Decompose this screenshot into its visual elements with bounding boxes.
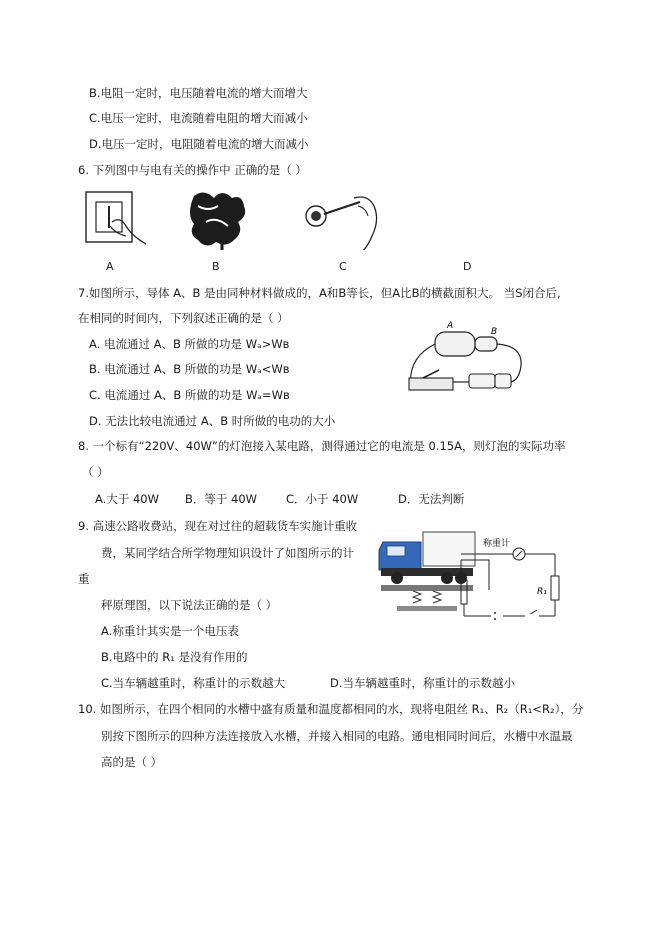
q6-label-c: C	[339, 260, 347, 273]
q9-stem-line1: 9. 高速公路收费站，现在对过往的超载货车实施计重收	[78, 519, 358, 533]
q9-fig-meter-label: 称重计	[483, 539, 511, 549]
q10-stem-line2: 别按下图所示的四种方法连接放入水槽，并接入相同的电路。通电相同时间后，水槽中水温最	[101, 729, 573, 743]
q6-label-b: B	[212, 260, 220, 273]
q6-figure-a-switch-hand	[80, 188, 150, 250]
q10-stem-line1: 10. 如图所示，在四个相同的水槽中盛有质量和温度都相同的水，现将电阻丝 R₁、R₂（R₁<R₂），分	[78, 702, 584, 716]
q9-scale-circuit-figure	[377, 528, 567, 628]
q7-stem-line2: 在相同的时间内，下列叙述正确的是（ ）	[78, 311, 289, 325]
q7-option-a: A. 电流通过 A、B 所做的功是 Wₐ>Wʙ	[89, 337, 290, 351]
q6-label-a: A	[106, 260, 114, 273]
q5-option-b: B.电阻一定时，电压随着电流的增大而增大	[89, 86, 308, 100]
q6-stem: 6. 下列图中与电有关的操作中 正确的是（ ）	[78, 163, 307, 177]
q10-stem-line3: 高的是（ ）	[101, 755, 163, 769]
q9-stem-line2: 费，某同学结合所学物理知识设计了如图所示的计	[101, 546, 354, 560]
q8-stem-line2: （ ）	[82, 465, 109, 479]
q9-stem-line3: 重	[78, 572, 90, 586]
q7-stem-line1: 7.如图所示，导体 A、B 是由同种材料做成的，A和B等长，但A比B的横截面积大。 当S闭合后,	[78, 286, 561, 300]
q9-stem-line4: 秤原理图，以下说法正确的是（ ）	[101, 598, 278, 612]
q5-option-c: C.电压一定时，电流随着电阻的增大而减小	[89, 111, 308, 125]
q5-option-d: D.电压一定时，电阻随着电流的增大而减小	[89, 137, 309, 151]
q7-option-d: D. 无法比较电流通过 A、B 时所做的电功的大小	[89, 414, 336, 428]
q8-option-c: C．小于 40W	[286, 492, 359, 506]
q6-figure-b-tree-wire	[188, 186, 248, 250]
q7-circuit-figure	[405, 318, 525, 394]
q7-fig-label-b: B	[491, 327, 498, 337]
q9-option-c: C.当车辆越重时，称重计的示数越大	[101, 676, 286, 690]
q9-option-d: D.当车辆越重时，称重计的示数越小	[330, 676, 516, 690]
q7-option-c: C. 电流通过 A、B 所做的功是 Wₐ=Wʙ	[89, 388, 290, 402]
q9-option-a: A.称重计其实是一个电压表	[101, 624, 239, 638]
q8-option-d: D．无法判断	[398, 492, 465, 506]
q9-option-b: B.电路中的 R₁ 是没有作用的	[101, 650, 248, 664]
q7-fig-label-a: A	[447, 321, 454, 331]
q6-label-d: D	[463, 260, 472, 273]
q8-stem-line1: 8. 一个标有“220V、40W”的灯泡接入某电路，测得通过它的电流是 0.15A，则灯泡的实际功率	[78, 439, 566, 453]
q8-option-a: A.大于 40W	[95, 492, 159, 506]
q6-figure-c-pen-tester	[302, 192, 382, 250]
q8-option-b: B．等于 40W	[185, 492, 258, 506]
q9-fig-label-r1: R₁	[537, 587, 547, 597]
q7-option-b: B. 电流通过 A、B 所做的功是 Wₐ<Wʙ	[89, 362, 290, 376]
